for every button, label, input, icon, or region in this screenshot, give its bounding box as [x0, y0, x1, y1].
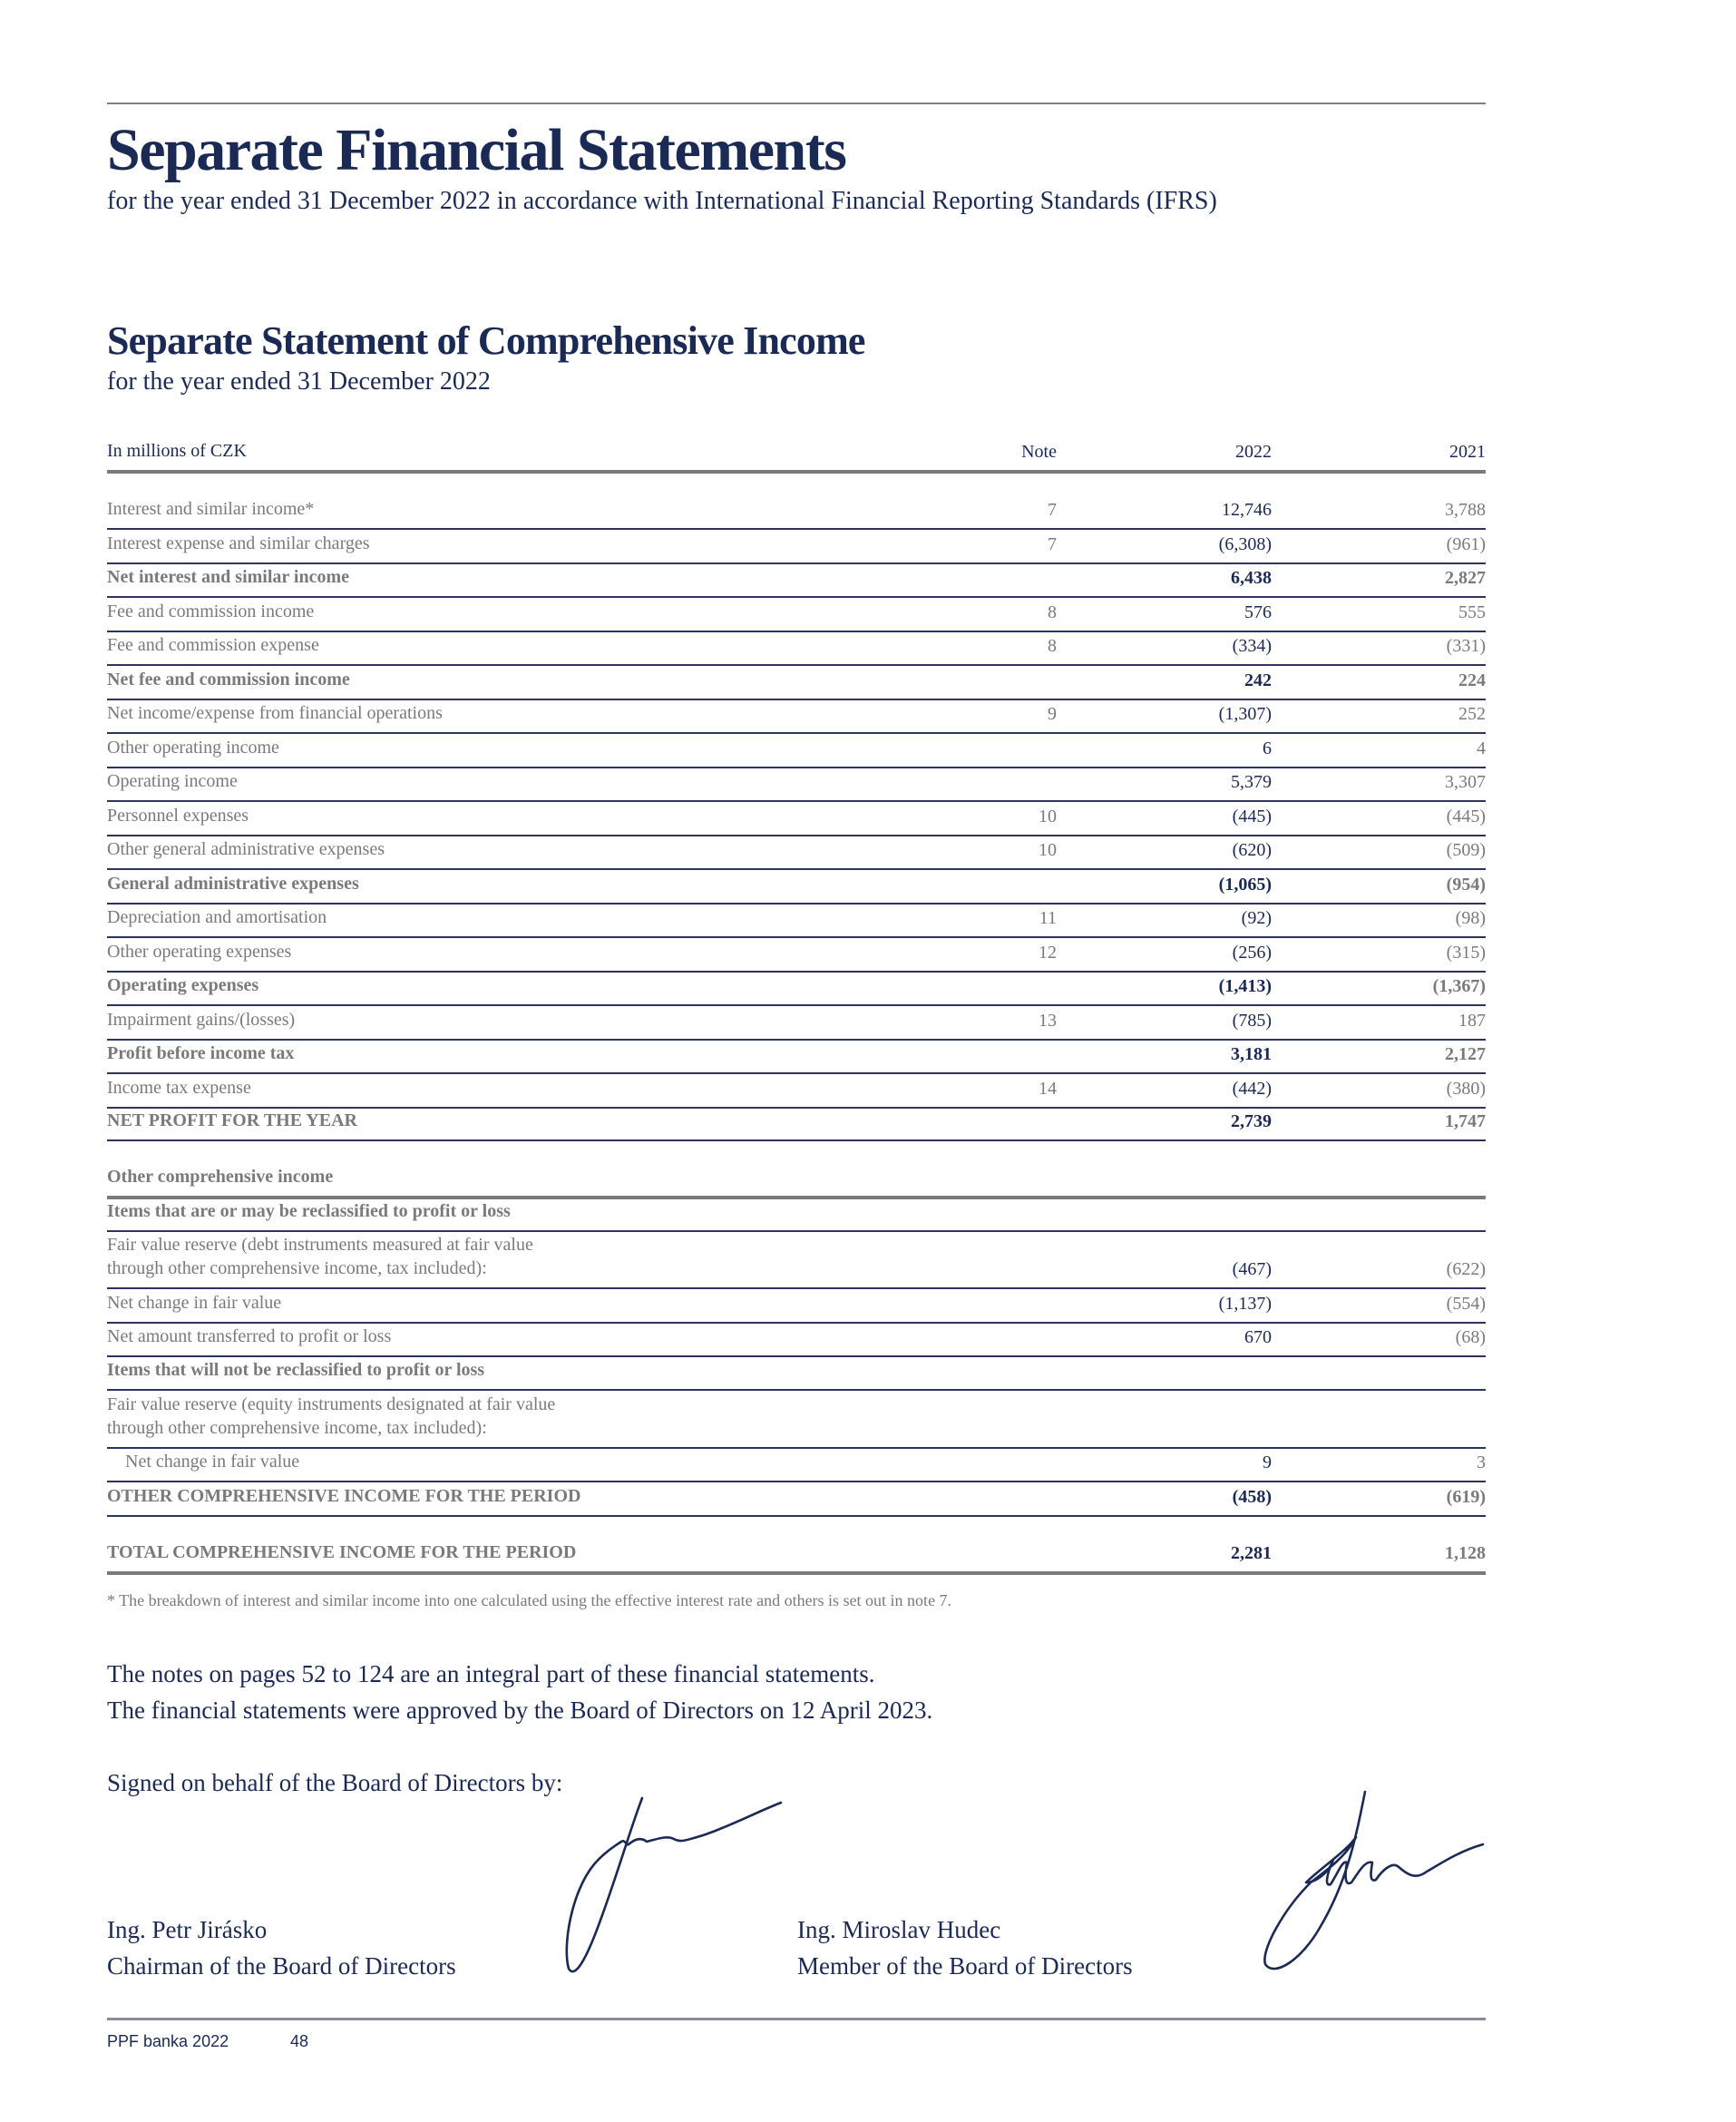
row-value-2021: 3,307 [1445, 772, 1486, 792]
row-value-2021: 1,747 [1445, 1111, 1486, 1131]
table-row [107, 938, 1486, 973]
table-row [107, 598, 1486, 632]
row-note: 10 [1039, 807, 1057, 826]
row-label: NET PROFIT FOR THE YEAR [107, 1110, 357, 1130]
footer-page-number: 48 [290, 2032, 309, 2050]
row-value-2021: 224 [1458, 670, 1486, 690]
table-row [107, 1006, 1486, 1041]
row-value-2022: 5,379 [1231, 772, 1272, 792]
row-value-2021: 2,127 [1445, 1044, 1486, 1064]
equity-reserve-row [107, 1391, 1486, 1449]
row-note: 10 [1039, 840, 1057, 860]
signature-2-icon [1220, 1783, 1492, 1982]
row-note: 8 [1048, 602, 1057, 622]
row-label: Net interest and similar income [107, 567, 350, 587]
header-note: Note [1021, 442, 1057, 462]
row-value-2022: 9 [1263, 1452, 1272, 1472]
row-label: Net change in fair value [107, 1293, 282, 1313]
table-row [107, 802, 1486, 836]
oci-total-row [107, 1482, 1486, 1517]
row-note: 8 [1048, 636, 1057, 656]
table-row [107, 495, 1486, 530]
table-row [107, 734, 1486, 768]
row-label: Other operating income [107, 738, 279, 758]
row-value-2021: 3,788 [1445, 500, 1486, 520]
row-label: Net income/expense from financial operations [107, 703, 443, 723]
row-value-2021: 555 [1458, 602, 1486, 622]
no-reclass-heading: Items that will not be reclassified to profit or loss [107, 1360, 485, 1380]
row-value-2022: (445) [1232, 807, 1272, 826]
reclass-heading-row [107, 1199, 1486, 1232]
table-row [107, 905, 1486, 938]
footer-rule [107, 2018, 1486, 2020]
row-label: Interest and similar income* [107, 499, 315, 519]
oci-heading-row [107, 1165, 1486, 1199]
row-value-2021: 1,128 [1445, 1543, 1486, 1563]
row-label: Operating income [107, 771, 238, 791]
row-label: Other general administrative expenses [107, 839, 385, 859]
row-value-2022: (1,137) [1218, 1294, 1272, 1314]
row-value-2021: (622) [1446, 1259, 1486, 1279]
signatory-1-name: Ing. Petr Jirásko [107, 1916, 268, 1943]
table-row [107, 530, 1486, 564]
row-label: Net change in fair value [125, 1452, 300, 1472]
row-label: Personnel expenses [107, 806, 249, 826]
row-value-2021: 4 [1477, 738, 1486, 758]
row-value-2022: (334) [1232, 636, 1272, 656]
section-title: Separate Statement of Comprehensive Income [107, 318, 865, 363]
row-value-2022: (1,413) [1218, 976, 1272, 996]
row-value-2021: (445) [1446, 807, 1486, 826]
row-label-line1: Fair value reserve (debt instruments measured at fair value [107, 1235, 533, 1255]
row-value-2022: 670 [1244, 1327, 1272, 1347]
row-value-2022: 12,746 [1222, 500, 1272, 520]
footnote: * The breakdown of interest and similar income into one calculated using the effective interest rate and others is set out in note 7. [107, 1591, 952, 1609]
row-label: Interest expense and similar charges [107, 533, 370, 553]
row-value-2021: (380) [1446, 1079, 1486, 1099]
row-label: OTHER COMPREHENSIVE INCOME FOR THE PERIOD [107, 1486, 581, 1506]
row-label-line2: through other comprehensive income, tax included): [107, 1258, 487, 1278]
row-note: 9 [1048, 704, 1057, 724]
row-label: Fee and commission expense [107, 635, 319, 655]
signatory-2-role: Member of the Board of Directors [797, 1952, 1133, 1980]
row-label: Impairment gains/(losses) [107, 1010, 296, 1030]
row-label: TOTAL COMPREHENSIVE INCOME FOR THE PERIOD [107, 1542, 577, 1562]
section-subtitle: for the year ended 31 December 2022 [107, 367, 491, 396]
row-label [107, 1393, 555, 1440]
signature-1-icon [558, 1792, 794, 1982]
row-value-2022: 6,438 [1231, 568, 1272, 588]
footer-publication: PPF banka 2022 [107, 2032, 229, 2050]
row-label [107, 1233, 533, 1280]
row-label: Operating expenses [107, 975, 259, 995]
table-row-subtotal [107, 1041, 1486, 1074]
row-value-2022: (92) [1241, 908, 1272, 928]
row-value-2022: 3,181 [1231, 1044, 1272, 1064]
table-row [107, 1074, 1486, 1109]
row-label: Other operating expenses [107, 942, 292, 962]
row-value-2022: (256) [1232, 943, 1272, 963]
row-value-2022: (442) [1232, 1079, 1272, 1099]
table-row-subtotal [107, 666, 1486, 700]
row-value-2021: (1,367) [1432, 976, 1486, 996]
table-row [107, 1449, 1486, 1482]
table-row-subtotal [107, 564, 1486, 598]
table-row [107, 1289, 1486, 1324]
row-note: 12 [1039, 943, 1057, 963]
notes-line-2: The financial statements were approved by the Board of Directors on 12 April 2023. [107, 1697, 933, 1724]
row-note: 14 [1039, 1079, 1057, 1099]
row-value-2021: (331) [1446, 636, 1486, 656]
row-value-2021: (509) [1446, 840, 1486, 860]
row-value-2021: (619) [1446, 1487, 1486, 1507]
table-row [107, 836, 1486, 870]
row-value-2022: (1,065) [1218, 875, 1272, 895]
row-value-2021: (98) [1455, 908, 1486, 928]
row-value-2022: 576 [1244, 602, 1272, 622]
reclass-heading: Items that are or may be reclassified to profit or loss [107, 1201, 511, 1221]
row-value-2022: 2,739 [1231, 1111, 1272, 1131]
row-value-2022: (1,307) [1218, 704, 1272, 724]
row-label-line2: through other comprehensive income, tax included): [107, 1418, 487, 1438]
signatory-1-role: Chairman of the Board of Directors [107, 1952, 456, 1980]
signed-on-behalf: Signed on behalf of the Board of Directors by: [107, 1769, 563, 1796]
row-note: 11 [1039, 908, 1057, 928]
row-value-2022: (6,308) [1218, 534, 1272, 554]
row-value-2022: (458) [1232, 1487, 1272, 1507]
row-value-2021: 187 [1458, 1011, 1486, 1031]
row-label: Depreciation and amortisation [107, 907, 327, 927]
row-value-2022: 6 [1263, 738, 1272, 758]
row-value-2021: (554) [1446, 1294, 1486, 1314]
row-note: 7 [1048, 534, 1057, 554]
debt-reserve-row [107, 1232, 1486, 1289]
row-label: Net amount transferred to profit or loss [107, 1326, 392, 1346]
row-note: 13 [1039, 1011, 1057, 1031]
row-value-2022: (467) [1232, 1259, 1272, 1279]
row-label: Net fee and commission income [107, 670, 350, 689]
row-label-line1: Fair value reserve (equity instruments designated at fair value [107, 1394, 556, 1414]
page-subtitle: for the year ended 31 December 2022 in accordance with International Financial Reporting Standards (IFRS) [107, 187, 1217, 215]
row-value-2022: 242 [1244, 670, 1272, 690]
table-row [107, 700, 1486, 734]
table-row [107, 768, 1486, 802]
row-label: Fee and commission income [107, 601, 315, 621]
row-value-2021: (68) [1455, 1327, 1486, 1347]
header-2021: 2021 [1449, 442, 1486, 462]
row-value-2021: 252 [1458, 704, 1486, 724]
row-value-2022: (620) [1232, 840, 1272, 860]
table-header [107, 439, 1486, 474]
table-row [107, 1324, 1486, 1357]
row-value-2022: (785) [1232, 1011, 1272, 1031]
total-comprehensive-income-row [107, 1540, 1486, 1575]
table-row [107, 632, 1486, 666]
table-row-subtotal [107, 870, 1486, 905]
header-2022: 2022 [1235, 442, 1272, 462]
page-title: Separate Financial Statements [107, 117, 846, 183]
net-profit-row [107, 1109, 1486, 1141]
row-value-2022: 2,281 [1231, 1543, 1272, 1563]
signatory-2-name: Ing. Miroslav Hudec [797, 1916, 1001, 1943]
notes-line-1: The notes on pages 52 to 124 are an integral part of these financial statements. [107, 1660, 875, 1687]
top-rule [107, 103, 1486, 104]
row-value-2021: 2,827 [1445, 568, 1486, 588]
row-value-2021: (954) [1446, 875, 1486, 895]
table-row-subtotal [107, 973, 1486, 1006]
row-value-2021: (961) [1446, 534, 1486, 554]
row-value-2021: (315) [1446, 943, 1486, 963]
row-label: General administrative expenses [107, 874, 359, 894]
header-units: In millions of CZK [107, 441, 247, 461]
row-label: Profit before income tax [107, 1043, 295, 1063]
oci-heading: Other comprehensive income [107, 1167, 334, 1187]
row-label: Income tax expense [107, 1078, 251, 1098]
row-value-2021: 3 [1477, 1452, 1486, 1472]
row-note: 7 [1048, 500, 1057, 520]
no-reclass-heading-row [107, 1357, 1486, 1391]
